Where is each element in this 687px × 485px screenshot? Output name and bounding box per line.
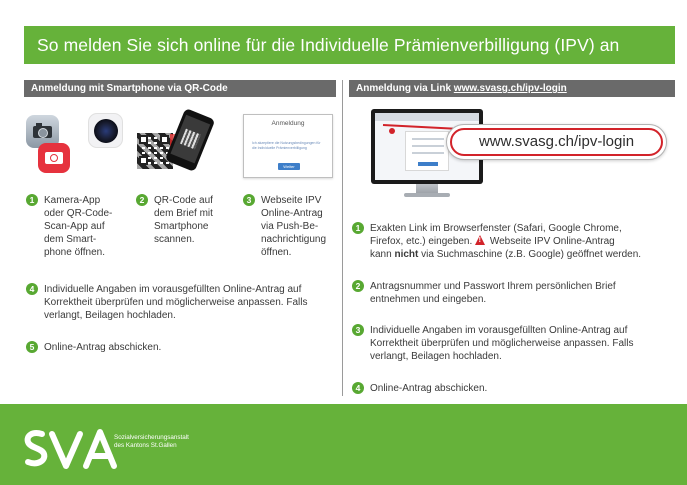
url-callout-badge — [446, 124, 667, 160]
warning-icon — [475, 235, 485, 245]
left-step-5 — [26, 341, 340, 354]
qr-corner-marker — [139, 135, 148, 144]
monitor-base — [404, 193, 450, 197]
qr-corner-marker — [160, 135, 169, 144]
left-step-5-text: Online-Antrag abschicken. — [44, 342, 162, 353]
emphasis-nicht: nicht — [394, 249, 419, 260]
section-header-qr: Anmeldung mit Smartphone via QR-Code — [24, 80, 336, 97]
monitor-stand — [416, 184, 438, 193]
logo-organization-name: Sozialversicherungsanstalt des Kantons St.Gallen — [114, 434, 189, 449]
right-step-2-text: Antragsnummer und Passwort Ihrem persönlichen Brief entnehmen und eingeben. — [370, 281, 616, 305]
url-callout-text: www.svasg.ch/ipv-login — [450, 128, 663, 156]
right-step-3-text: Individuelle Angaben im vorausgefüllten Online-Antrag auf Korrektheit überprüfen und möglicherweise anpassen. Falls verlangt, Beilagen hochladen. — [370, 325, 634, 362]
login-preview-button: Weiter — [278, 163, 300, 170]
left-step-2 — [136, 194, 236, 246]
left-step-1-text: Kamera-App oder QR-Code- Scan-App auf dem Smart- phone öffnen. — [44, 195, 113, 258]
section-header-link-prefix: Anmeldung via Link — [356, 83, 454, 94]
step-number-badge: 3 — [243, 194, 255, 206]
left-step-4 — [26, 283, 340, 322]
left-step-4-text: Individuelle Angaben im vorausgefüllten Online-Antrag auf Korrektheit überprüfen und möglicherweise anpassen. Falls verlangt, Beilagen hochladen. — [44, 284, 308, 321]
left-step-1 — [26, 194, 126, 259]
step-number-badge: 3 — [352, 324, 364, 336]
qr-scan-app-icon — [38, 143, 70, 173]
page-title: So melden Sie sich online für die Individuelle Prämienverbilligung (IPV) an — [24, 26, 675, 64]
qr-corner-marker — [139, 156, 148, 165]
cursor-highlight-icon — [389, 128, 395, 134]
right-step-1-text: Exakten Link im Browserfenster (Safari, Google Chrome, Firefox, etc.) eingeben. ! Webseite IPV Online-Antrag kann nicht via Suchmaschine (z.B. Google) geöffnet werden. — [370, 222, 641, 261]
login-preview-title: Anmeldung — [271, 120, 305, 127]
left-step-2-text: QR-Code auf dem Brief mit Smartphone scannen. — [154, 195, 213, 245]
step-number-badge: 4 — [26, 283, 38, 295]
smartphone-image — [165, 108, 216, 172]
left-step-3-text: Webseite IPV Online-Antrag via Push-Be- nachrichtigung öffnen. — [261, 195, 327, 258]
step-number-badge: 1 — [26, 194, 38, 206]
left-step-3 — [243, 194, 341, 259]
column-divider — [342, 80, 343, 396]
right-step-2 — [352, 280, 680, 306]
right-step-1 — [352, 222, 680, 261]
step-number-badge: 2 — [136, 194, 148, 206]
camera-lens-icon — [88, 113, 123, 148]
login-preview-checkbox-text: Ich akzeptiere die Nutzungsbedingungen für die Individuelle Prämienverbilligung — [252, 141, 321, 150]
step-number-badge: 4 — [352, 382, 364, 394]
step-number-badge: 2 — [352, 280, 364, 292]
right-step-4 — [352, 382, 680, 395]
step-number-badge: 1 — [352, 222, 364, 234]
section-header-link — [349, 80, 675, 97]
login-page-preview — [243, 114, 333, 178]
right-step-4-text: Online-Antrag abschicken. — [370, 383, 488, 394]
ipv-login-link[interactable]: www.svasg.ch/ipv-login — [453, 83, 567, 94]
step-number-badge: 5 — [26, 341, 38, 353]
right-step-3 — [352, 324, 680, 363]
